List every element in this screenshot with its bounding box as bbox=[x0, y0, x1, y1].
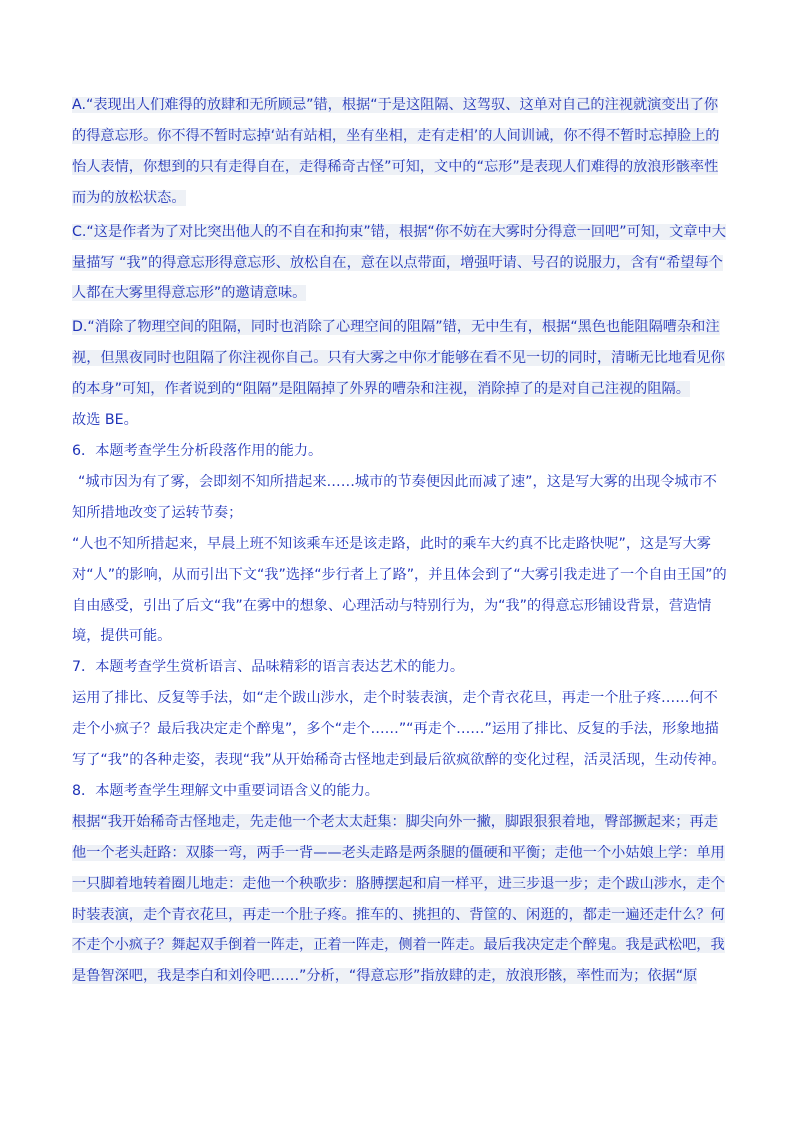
paragraph-text: 运用了排比、反复等手法，如“走个跋山涉水，走个时装表演，走个青衣花旦，再走一个肚子疼……何不走个小疯子？最后我决定走个醉鬼”，多个“走个……”“再走个……”运用了排比、反复的手法，形象地描写了“我”的各种走姿，表现“我”从开始稀奇古怪地走到最后欲疯欲醉的变化过程，活灵活现，生动传神。 bbox=[72, 690, 726, 769]
paragraph-text: D.“消除了物理空间的阻隔，同时也消除了心理空间的阻隔”错，无中生有，根据“黑色也能阻隔嘈杂和注视，但黑夜同时也阻隔了你注视你自己。只有大雾之中你才能够在看不见一切的同时，清晰无比地看见你的本身”可知，作者说到的“阻隔”是阻隔掉了外界的嘈杂和注视，消除掉了的是对自己注视的阻隔。 bbox=[72, 319, 725, 398]
paragraph-text: “城市因为有了雾，会即刻不知所措起来……城市的节奏便因此而减了速”，这是写大雾的出现令城市不知所措地改变了运转节奏； bbox=[72, 473, 717, 521]
question-6-heading bbox=[72, 436, 728, 467]
answer-text bbox=[72, 90, 728, 992]
paragraph-option-c bbox=[72, 217, 728, 310]
paragraph-text: C.“这是作者为了对比突出他人的不自在和拘束”错，根据“你不妨在大雾时分得意一回吧”可知，文章中大量描写 “我”的得意忘形得意忘形、放松自在，意在以点带面，增强吁请、号召的说服力，含有“希望每个人都在大雾里得意忘形”的邀请意味。 bbox=[72, 223, 726, 302]
question-6-para-2 bbox=[72, 529, 728, 653]
paragraph-answer bbox=[72, 405, 728, 436]
question-6-para-1 bbox=[72, 467, 728, 529]
paragraph-text: 6．本题考查学生分析段落作用的能力。 bbox=[72, 442, 323, 459]
question-8-heading bbox=[72, 776, 728, 807]
paragraph-text: 7．本题考查学生赏析语言、品味精彩的语言表达艺术的能力。 bbox=[72, 659, 465, 676]
paragraph-option-a bbox=[72, 90, 728, 214]
paragraph-text: “人也不知所措起来，早晨上班不知该乘车还是该走路，此时的乘车大约真不比走路快呢”，这是写大雾对“人”的影响，从而引出下文“我”选择“步行者上了路”，并且体会到了“大雾引我走进了一个自由王国”的自由感受，引出了后文“我”在雾中的想象、心理活动与特别行为，为“我”的得意忘形铺设背景，营造情境，提供可能。 bbox=[72, 535, 727, 645]
paragraph-text: A.“表现出人们难得的放肆和无所顾忌”错，根据“于是这阻隔、这驾驭、这单对自己的注视就演变出了你的得意忘形。你不得不暂时忘掉‘站有站相，坐有坐相，走有走相’的人间训诫，你不得不暂时忘掉脸上的怡人表情，你想到的只有走得自在，走得稀奇古怪”可知，文中的“忘形”是表现人们难得的放浪形骸率性而为的放松状态。 bbox=[72, 97, 720, 206]
paragraph-text: 8．本题考查学生理解文中重要词语含义的能力。 bbox=[72, 782, 379, 799]
paragraph-text: 故选 BE。 bbox=[72, 412, 138, 429]
paragraph-option-d bbox=[72, 312, 728, 405]
paragraph-text: 根据“我开始稀奇古怪地走，先走他一个老太太赶集：脚尖向外一撇，脚跟狠狠着地，臀部撅起来；再走他一个老头赶路：双膝一弯，两手一背——老头走路是两条腿的僵硬和平衡；走他一个小姑娘上学：单用一只脚着地转着圈儿地走：走他一个秧歌步：胳膊摆起和肩一样平，进三步退一步；走个跋山涉水，走个时装表演，走个青衣花旦，再走一个肚子疼。推车的、挑担的、背筐的、闲逛的，都走一遍还走什么？何不走个小疯子？舞起双手倒着一阵走，正着一阵走，侧着一阵走。最后我决定走个醉鬼。我是武松吧，我是鲁智深吧，我是李白和刘伶吧……”分析，“得意忘形”指放肆的走，放浪形骸，率性而为；依据“原 bbox=[72, 813, 725, 985]
question-7-para bbox=[72, 683, 728, 776]
question-7-heading bbox=[72, 652, 728, 683]
question-8-para bbox=[72, 807, 728, 992]
